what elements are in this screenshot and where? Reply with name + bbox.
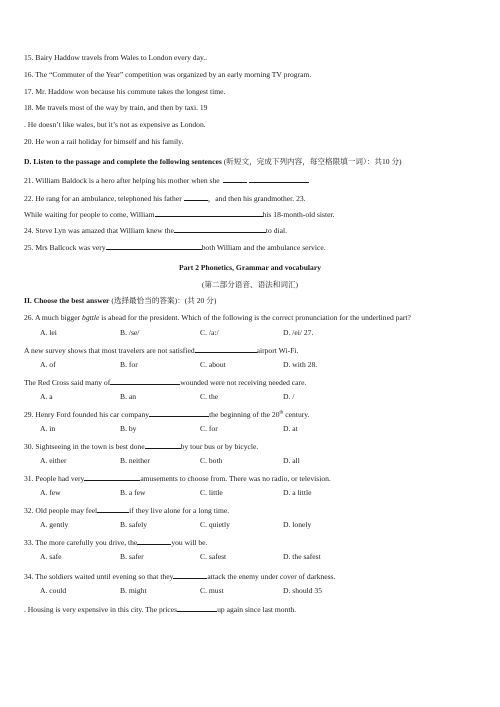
answer-blank[interactable] [106,241,202,250]
option-a[interactable]: A. either [40,456,67,465]
statement-17: 17. Mr. Haddow won because his commute takes the longest time. [24,87,226,96]
option-d[interactable]: D. at [283,424,298,433]
answer-blank[interactable] [110,376,180,385]
option-c[interactable]: C. /a:/ [200,328,219,337]
option-d[interactable]: D. lonely [283,520,312,529]
answer-blank[interactable] [177,603,217,612]
answer-blank[interactable] [97,504,129,513]
part-2-subtitle: (第二部分语音、语法和词汇) [201,280,299,289]
option-b[interactable]: B. safely [120,520,147,529]
option-a[interactable]: A. in [40,424,56,433]
option-c[interactable]: C. little [200,488,223,497]
answer-blank[interactable] [249,174,309,183]
question-26: 26. A much bigger bgttle is ahead for the president. Which of the following is the correct pronunciation for the underlined part? [24,313,411,322]
question-32: 32. Old people may feel if they live alone for a long time. [24,506,230,515]
option-d[interactable]: D. the safest [283,552,321,561]
option-d[interactable]: D. all [283,456,300,465]
answer-blank[interactable] [137,536,171,545]
question-33: 33. The more carefully you drive, the you will be. [24,538,208,547]
answer-blank[interactable] [195,344,257,353]
answer-blank[interactable] [184,192,208,201]
statement-18: 18. Me travels most of the way by train, and then by taxi. 19 [24,103,208,112]
question-29: 29. Henry Ford founded his car company the beginning of the 20th century. [24,410,310,419]
option-c[interactable]: C. must [200,586,224,595]
question-28: The Red Cross said many of wounded were not receiving needed care. [24,378,307,387]
option-a[interactable]: A. few [40,488,61,497]
option-d[interactable]: D. / [283,392,295,401]
option-b[interactable]: B. /se/ [120,328,140,337]
option-b[interactable]: B. a few [120,488,146,497]
option-a[interactable]: A. could [40,586,67,595]
question-21: 21. William Baldock is a hero after helping his mother when she [24,174,309,186]
statement-19: . He doesn’t like wales, but it’s not as expensive as London. [24,120,206,129]
answer-blank[interactable] [145,440,181,449]
option-c[interactable]: C. both [200,456,223,465]
question-22: 22. He rang for an ambulance, telephoned his father ，and then his grandmother. 23. [24,194,306,203]
option-c[interactable]: C. safest [200,552,227,561]
option-d[interactable]: D. should 35 [283,586,323,595]
option-a[interactable]: A. a [40,392,53,401]
option-d[interactable]: D. a little [283,488,312,497]
option-a[interactable]: A. lei [40,328,57,337]
option-c[interactable]: C. the [200,392,219,401]
answer-blank[interactable] [173,570,207,579]
option-d[interactable]: D. /ei/ 27. [283,328,314,337]
option-b[interactable]: B. neither [120,456,150,465]
question-30: 30. Sightseeing in the town is best done by tour bus or by bicycle. [24,442,259,451]
answer-blank[interactable] [174,224,266,233]
option-c[interactable]: C. about [200,360,226,369]
question-27: A new survey shows that most travelers are not satisfied airport Wi-Fi. [24,346,299,355]
section-d-heading: D. Listen to the passage and complete the following sentences (听短文，完成下列内容，每空格限填一词）：共10 分) [24,157,402,166]
answer-blank[interactable] [223,174,247,183]
answer-blank[interactable] [149,408,209,417]
statement-16: 16. The “Commuter of the Year” competition was organized by an early morning TV program. [24,70,312,79]
option-b[interactable]: B. by [120,424,137,433]
option-a[interactable]: A. gently [40,520,69,529]
question-34: 34. The soldiers waited until evening so that they attack the enemy under cover of darkness. [24,572,336,581]
statement-20: 20. He won a rail holiday for himself and his family. [24,137,184,146]
option-b[interactable]: B. an [120,392,137,401]
answer-blank[interactable] [84,472,140,481]
section-ii-heading: II. Choose the best answer (选择最恰当的答案)：(共 20 分) [24,296,217,305]
question-24: 24. Steve Lyn was amazed that William knew the to dial. [24,226,288,235]
option-b[interactable]: B. might [120,586,147,595]
statement-15: 15. Bairy Haddow travels from Wales to London every day.. [24,53,208,62]
option-a[interactable]: A. of [40,360,56,369]
option-b[interactable]: B. safer [120,552,144,561]
option-b[interactable]: B. for [120,360,138,369]
answer-blank[interactable] [155,208,263,217]
question-25: 25. Mrs Ballcock was very both William and the ambulance service. [24,243,326,252]
question-35: . Housing is very expensive in this city. The prices up again since last month. [24,605,297,614]
option-c[interactable]: C. for [200,424,218,433]
part-2-title: Part 2 Phonetics, Grammar and vocabulary [178,263,322,272]
option-d[interactable]: D. with 28. [283,360,318,369]
question-23: While waiting for people to come, William his 18-month-old sister. [24,210,335,219]
question-31: 31. People had very amusements to choose from. There was no radio, or television. [24,474,331,483]
option-a[interactable]: A. safe [40,552,62,561]
option-c[interactable]: C. quietly [200,520,230,529]
